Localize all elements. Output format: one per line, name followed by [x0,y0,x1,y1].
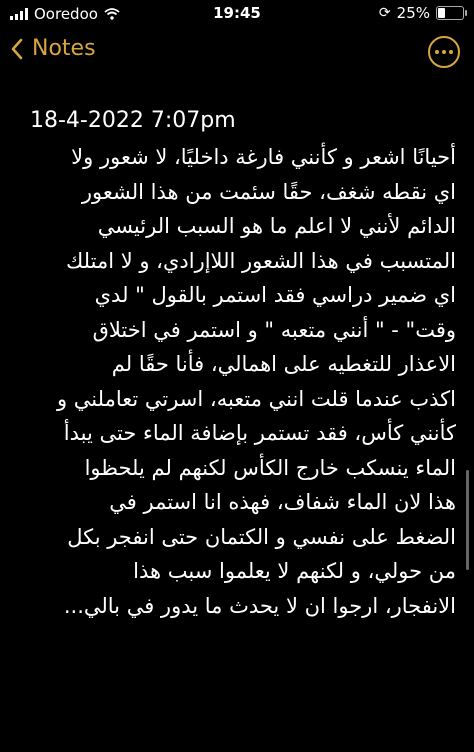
battery-icon [436,6,464,20]
note-line: وقت" - " أنني متعبه " و استمر في اختلاق [92,317,456,342]
note-line: الضغط على نفسي و الكتمان حتى انفجر بكل [67,524,456,549]
note-line: هذا لان الماء شفاف، فهذه انا استمر في [109,490,456,514]
note-line: الماء ينسكب خارج الكأس لكنهم لم يلحظوا [84,455,456,480]
note-line: اي ضمير دراسي فقد استمر بالقول " لدي [94,283,456,307]
back-button[interactable] [10,36,96,61]
rotation-lock-icon: ⟳ [378,5,391,21]
note-line: أحيانًا اشعر و كأنني فارغة داخليًا، لا شعور ولا [71,145,456,169]
status-right [379,4,464,22]
back-label: Notes [32,36,96,61]
note-body[interactable] [30,140,456,623]
note-line: الانفجار، ارجوا ان لا يحدث ما يدور في بالي... [63,593,456,618]
more-options-button[interactable] [428,36,460,68]
note-line: الاعذار للتغطيه على اهمالي، فأنا حقًا لم [111,352,456,376]
note-line: اكذب عندما قلت انني متعبه، اسرتي تعاملني و [56,386,456,411]
status-time: 19:45 [213,4,261,22]
nav-bar [0,28,474,80]
scrollbar[interactable] [466,470,469,570]
note-line: المتسبب في هذا الشعور اللاإرادي، و لا امتلك [65,248,456,273]
note-line: الدائم لأنني لا اعلم ما هو السبب الرئيسي [97,214,456,238]
chevron-left-icon [10,38,24,60]
note-line: كأنني كأس، فقد تستمر بإضافة الماء حتى يبدأ [63,421,456,445]
battery-fill [438,8,445,18]
note-date: 18-4-2022 7:07pm [30,108,236,133]
status-bar [0,0,474,28]
note-line: من حولي، و لكنهم لا يعلموا سبب هذا [133,559,456,583]
more-icon [435,50,439,54]
carrier-label: Ooredoo [34,5,98,23]
note-line: اي نقطه شغف، حقًا سئمت من هذا الشعور [81,179,456,204]
battery-percent: 25% [396,4,430,22]
